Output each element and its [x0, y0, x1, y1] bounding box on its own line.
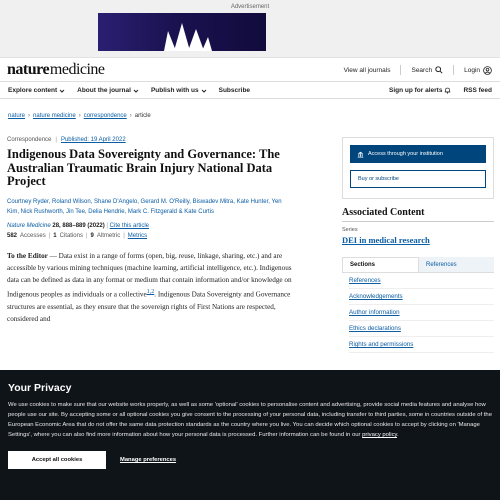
privacy-policy-link[interactable]: privacy policy [362, 432, 398, 438]
breadcrumb-current: article [134, 113, 151, 119]
breadcrumb: nature › nature medicine › correspondence › article [8, 113, 151, 119]
series-label: Series [342, 227, 358, 233]
series-link[interactable]: DEI in medical research [342, 235, 430, 245]
journal-logo[interactable]: nature medicine [7, 61, 105, 78]
chevron-down-icon [201, 88, 207, 94]
published-date[interactable]: Published: 19 April 2022 [60, 137, 126, 143]
section-link-ethics-declarations[interactable]: Ethics declarations [349, 321, 494, 337]
section-link-acknowledgements[interactable]: Acknowledgements [349, 289, 494, 305]
citation-line: Nature Medicine 28, 888–889 (2022) | Cite this article [7, 222, 150, 229]
sign-up-alerts-link[interactable]: Sign up for alerts [389, 87, 451, 94]
ad-banner[interactable] [98, 13, 266, 51]
section-link-references[interactable]: References [349, 273, 494, 289]
search-icon [435, 66, 443, 74]
cookie-text: We use cookies to make sure that our website works properly, as well as some 'optional' cookies to personalise content and advertising, provide social media features and analyse how people use our site. By accepting some or all optional cookies you give consent to the processing of your personal data, including transfer to third parties, some in countries outside of the European Economic Area that do not offer the same data protection standards as the country where you live. You can decide which optional cookies to accept by clicking on 'Manage Settings', where you can also find more information about how your personal data is processed. Further information can be found in our privacy policy. [8, 402, 492, 438]
cookie-consent-banner [0, 370, 500, 500]
sections-list [342, 273, 494, 353]
search-button[interactable]: Search [411, 66, 443, 74]
breadcrumb-correspondence[interactable]: correspondence [83, 113, 127, 119]
advertisement-bar [0, 0, 500, 58]
tab-references[interactable]: References [419, 257, 494, 272]
access-options [342, 137, 494, 199]
user-icon [483, 66, 492, 75]
nav-explore-content[interactable]: Explore content [8, 87, 65, 94]
metrics-link[interactable]: Metrics [127, 232, 148, 239]
cite-article-link[interactable]: Cite this article [109, 222, 150, 229]
nav-publish-with-us[interactable]: Publish with us [151, 87, 207, 94]
ad-label: Advertisement [230, 4, 270, 10]
author-list[interactable]: Courtney Ryder, Roland Wilson, Shane D'Angelo, Gerard M. O'Reilly, Biswadev Mitra, Kate Hunter, Yen Kim, Nick Rushworth, Jin Tee, Delia Hendrie, Mark C. Fitzgerald & Kate Curtis [7, 198, 282, 215]
rss-feed-link[interactable]: RSS feed [463, 87, 492, 94]
reference-link[interactable]: 1,2 [146, 289, 155, 296]
chevron-down-icon [133, 88, 139, 94]
institution-access-button[interactable]: Access through your institution [350, 145, 486, 163]
article-body: To the Editor — Data exist in a range of forms (open, big, reuse, linkage, sharing, etc.) and are accessible by various mining techniques (machine learning, artificial intelligence, etc.). Indigenous data can be defined as data in any format or medium that contain information and/or knowledge on Indigenous peoples as individuals or a collective$^{1,2}$. Indigenous Data Sovereignty and Governance structures are essential, as they ensure that the sovereign rights of First Nations are respected, considered and [7, 251, 292, 323]
chevron-down-icon [59, 88, 65, 94]
institution-icon [357, 151, 364, 158]
nav-subscribe[interactable]: Subscribe [218, 87, 251, 94]
accept-all-cookies-button[interactable]: Accept all cookies [8, 451, 106, 469]
volume-pages: 28, 888–889 (2022) [52, 222, 105, 229]
section-link-rights-permissions[interactable]: Rights and permissions [349, 337, 494, 353]
tab-sections[interactable]: Sections [342, 257, 419, 272]
section-link-author-information[interactable]: Author information [349, 305, 494, 321]
article-metrics: 582 Accesses | 1 Citations | 9 Altmetric | Metrics [7, 232, 148, 239]
breadcrumb-nature[interactable]: nature [8, 113, 26, 119]
sidebar-tabs [342, 257, 494, 273]
login-button[interactable]: Login [464, 66, 492, 75]
buy-subscribe-button[interactable]: Buy or subscribe [350, 170, 486, 188]
article-sidebar [342, 137, 494, 353]
manage-preferences-link[interactable]: Manage preferences [120, 457, 177, 463]
site-header [0, 58, 500, 82]
ad-logo-graphic [98, 13, 266, 51]
article-title: Indigenous Data Sovereignty and Governance: The Australian Traumatic Brain Injury National Data Project [7, 147, 280, 188]
article-type: Correspondence [7, 137, 52, 143]
associated-content-heading: Associated Content [342, 207, 425, 218]
main-nav [0, 83, 500, 99]
view-all-journals-link[interactable]: View all journals [343, 66, 391, 74]
article-main: Correspondence | Published: 19 April 2022 Indigenous Data Sovereignty and Governance: The Australian Traumatic Brain Injury National Data Project Courtney Ryder, Roland Wilson, Shane D'Angelo, Gerard M. O'Reilly, Biswadev Mitra, Kate Hunter, Yen Kim, Nick Rushworth, Jin Tee, Delia Hendrie, Mark C. Fitzgerald & Kate Curtis Nature Medicine 28, 888–889 (2022) | Cite this article 582 Accesses | 1 Citations | 9 Altmetric | Metrics To the Editor — Data exist in a range of forms (open, big, reuse, linkage, sharing, etc.) and are accessible by various mining techniques (machine learning, artificial intelligence, etc.). Indigenous data can be defined as data in any format or medium that contain information and/or knowledge on Indigenous peoples as individuals or a collective$^{1,2}$. Indigenous Data Sovereignty and Governance structures are essential, as they ensure that the sovereign rights of First Nations are respected, considered and [7, 137, 292, 325]
journal-name[interactable]: Nature Medicine [7, 222, 51, 229]
cookie-title: Your Privacy [8, 382, 72, 394]
breadcrumb-nature-medicine[interactable]: nature medicine [33, 113, 76, 119]
bell-icon [444, 87, 451, 94]
nav-about-journal[interactable]: About the journal [77, 87, 139, 94]
